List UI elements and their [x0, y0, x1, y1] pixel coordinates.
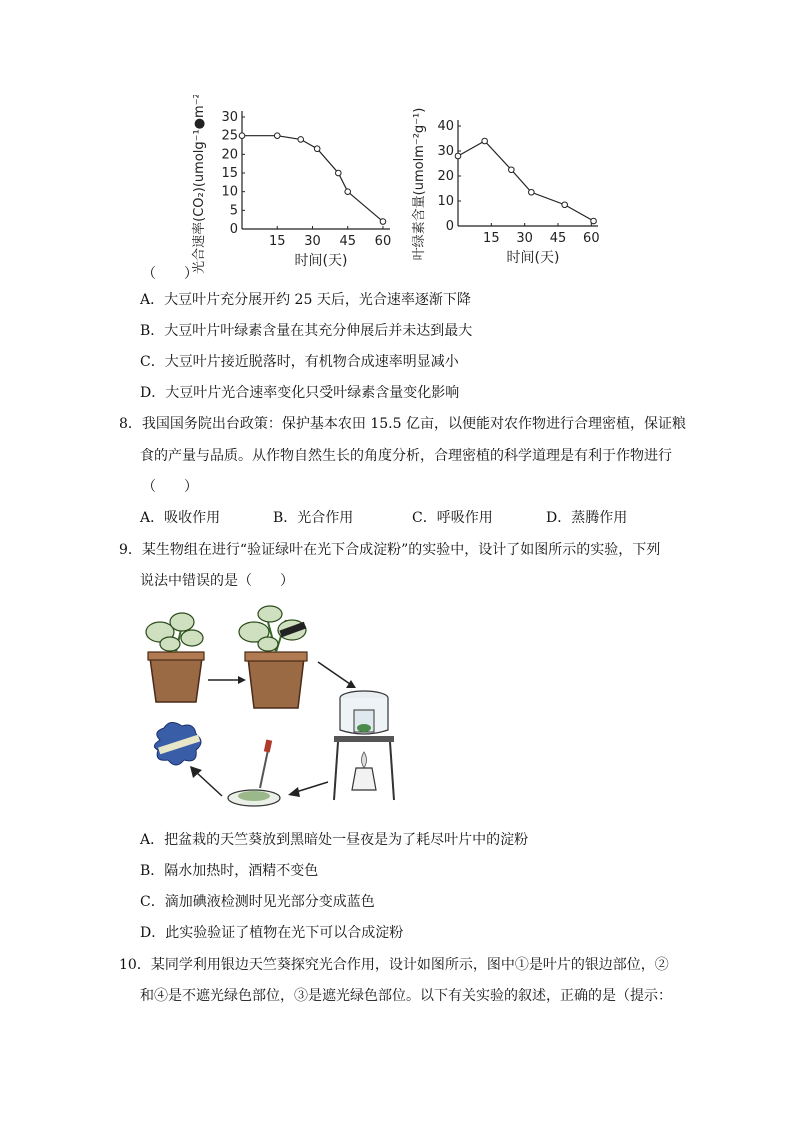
x-tick-label: 15	[483, 231, 500, 246]
y-tick-label: 20	[437, 169, 454, 184]
q9-stem-line1: 9．某生物组在进行“验证绿叶在光下合成淀粉”的实验中，设计了如图所示的实验，下列	[119, 542, 661, 558]
y-tick-label: 0	[229, 222, 238, 237]
q8-paren: （ ）	[142, 479, 198, 495]
y-tick-label: 40	[437, 119, 454, 134]
data-point	[345, 189, 351, 195]
y-tick-label: 25	[221, 128, 238, 144]
x-tick-label: 60	[374, 234, 392, 249]
data-point	[298, 137, 304, 143]
q7-option-d: D．大豆叶片光合速率变化只受叶绿素含量变化影响	[140, 385, 460, 401]
q7-paren: （ ）	[142, 266, 198, 282]
y-tick-label: 10	[437, 194, 454, 209]
petri-dish-iodine-icon	[228, 740, 280, 806]
q7-option-c: C．大豆叶片接近脱落时，有机物合成速率明显减小	[140, 354, 459, 370]
data-point	[591, 218, 597, 224]
x-tick-label: 15	[268, 234, 286, 249]
x-tick-label: 60	[583, 231, 600, 246]
stained-leaf-result-icon	[154, 722, 201, 765]
q10-stem-line2: 和④是不遮光绿色部位，③是遮光绿色部位。以下有关实验的叙述，正确的是（提示：	[140, 988, 672, 1004]
experiment-illustration	[130, 600, 410, 815]
y-axis-label: 叶绿素含量(umolm⁻²g⁻¹)	[412, 108, 427, 261]
q8-stem-line1: 8．我国国务院出台政策：保护基本农田 15.5 亿亩，以便能对农作物进行合理密植，保证粮	[119, 416, 686, 432]
q8-option-a: A．吸收作用	[140, 510, 221, 526]
experiment-illustration-svg	[130, 600, 410, 815]
data-point	[509, 167, 515, 173]
y-tick-label: 10	[221, 184, 238, 200]
data-point	[314, 146, 320, 152]
chart-chlorophyll	[410, 108, 610, 278]
y-tick-label: 30	[437, 144, 454, 159]
q7-option-a: A．大豆叶片充分展开约 25 天后，光合速率逐渐下降	[140, 292, 471, 308]
data-point	[274, 133, 280, 139]
series-line	[458, 141, 594, 221]
arrow-up-left-icon	[190, 766, 222, 796]
x-tick-label: 45	[549, 231, 567, 246]
q9-option-d: D．此实验验证了植物在光下可以合成淀粉	[140, 925, 404, 941]
arrow-down-right-icon	[318, 662, 356, 688]
y-tick-label: 5	[229, 203, 238, 219]
data-point	[380, 219, 386, 225]
potted-plant-dark-icon	[146, 613, 204, 702]
y-axis-label: 光合速率(CO₂)(umolg⁻¹●m⁻²)	[192, 95, 207, 274]
chart-photosynthesis-svg	[190, 95, 405, 280]
q7-option-b: B．大豆叶片叶绿素含量在其充分伸展后并未达到最大	[140, 323, 473, 339]
data-point	[562, 202, 568, 208]
y-tick-label: 30	[221, 110, 238, 125]
chart-chlorophyll-svg	[410, 108, 610, 278]
y-tick-label: 20	[221, 147, 238, 163]
q9-stem-line2: 说法中错误的是（ ）	[140, 573, 294, 589]
series-line	[242, 136, 383, 222]
data-point	[239, 133, 245, 139]
water-bath-apparatus-icon	[334, 691, 394, 800]
y-tick-label: 0	[445, 219, 454, 234]
q8-stem-line2: 食的产量与品质。从作物自然生长的角度分析，合理密植的科学道理是有利于作物进行	[140, 448, 672, 464]
arrow-right-icon	[208, 676, 246, 684]
data-point	[455, 153, 461, 159]
chart-photosynthesis	[190, 95, 405, 280]
q9-option-c: C．滴加碘液检测时见光部分变成蓝色	[140, 894, 375, 910]
data-point	[529, 189, 535, 195]
q8-option-d: D．蒸腾作用	[546, 510, 628, 526]
x-axis-label: 时间(天)	[294, 253, 348, 269]
data-point	[336, 170, 342, 176]
potted-plant-covered-leaf-icon	[239, 606, 307, 708]
x-tick-label: 45	[339, 234, 356, 249]
x-tick-label: 30	[304, 234, 321, 249]
x-tick-label: 30	[516, 231, 533, 246]
x-axis-label: 时间(天)	[506, 250, 560, 266]
arrow-left-icon	[288, 782, 328, 797]
q9-option-a: A．把盆栽的天竺葵放到黑暗处一昼夜是为了耗尽叶片中的淀粉	[140, 832, 529, 848]
q9-option-b: B．隔水加热时，酒精不变色	[140, 863, 319, 879]
q8-option-c: C．呼吸作用	[412, 510, 493, 526]
data-point	[482, 138, 488, 144]
q8-option-b: B．光合作用	[273, 510, 354, 526]
q10-stem-line1: 10．某同学利用银边天竺葵探究光合作用，设计如图所示，图中①是叶片的银边部位，②	[119, 957, 669, 973]
y-tick-label: 15	[221, 166, 238, 181]
